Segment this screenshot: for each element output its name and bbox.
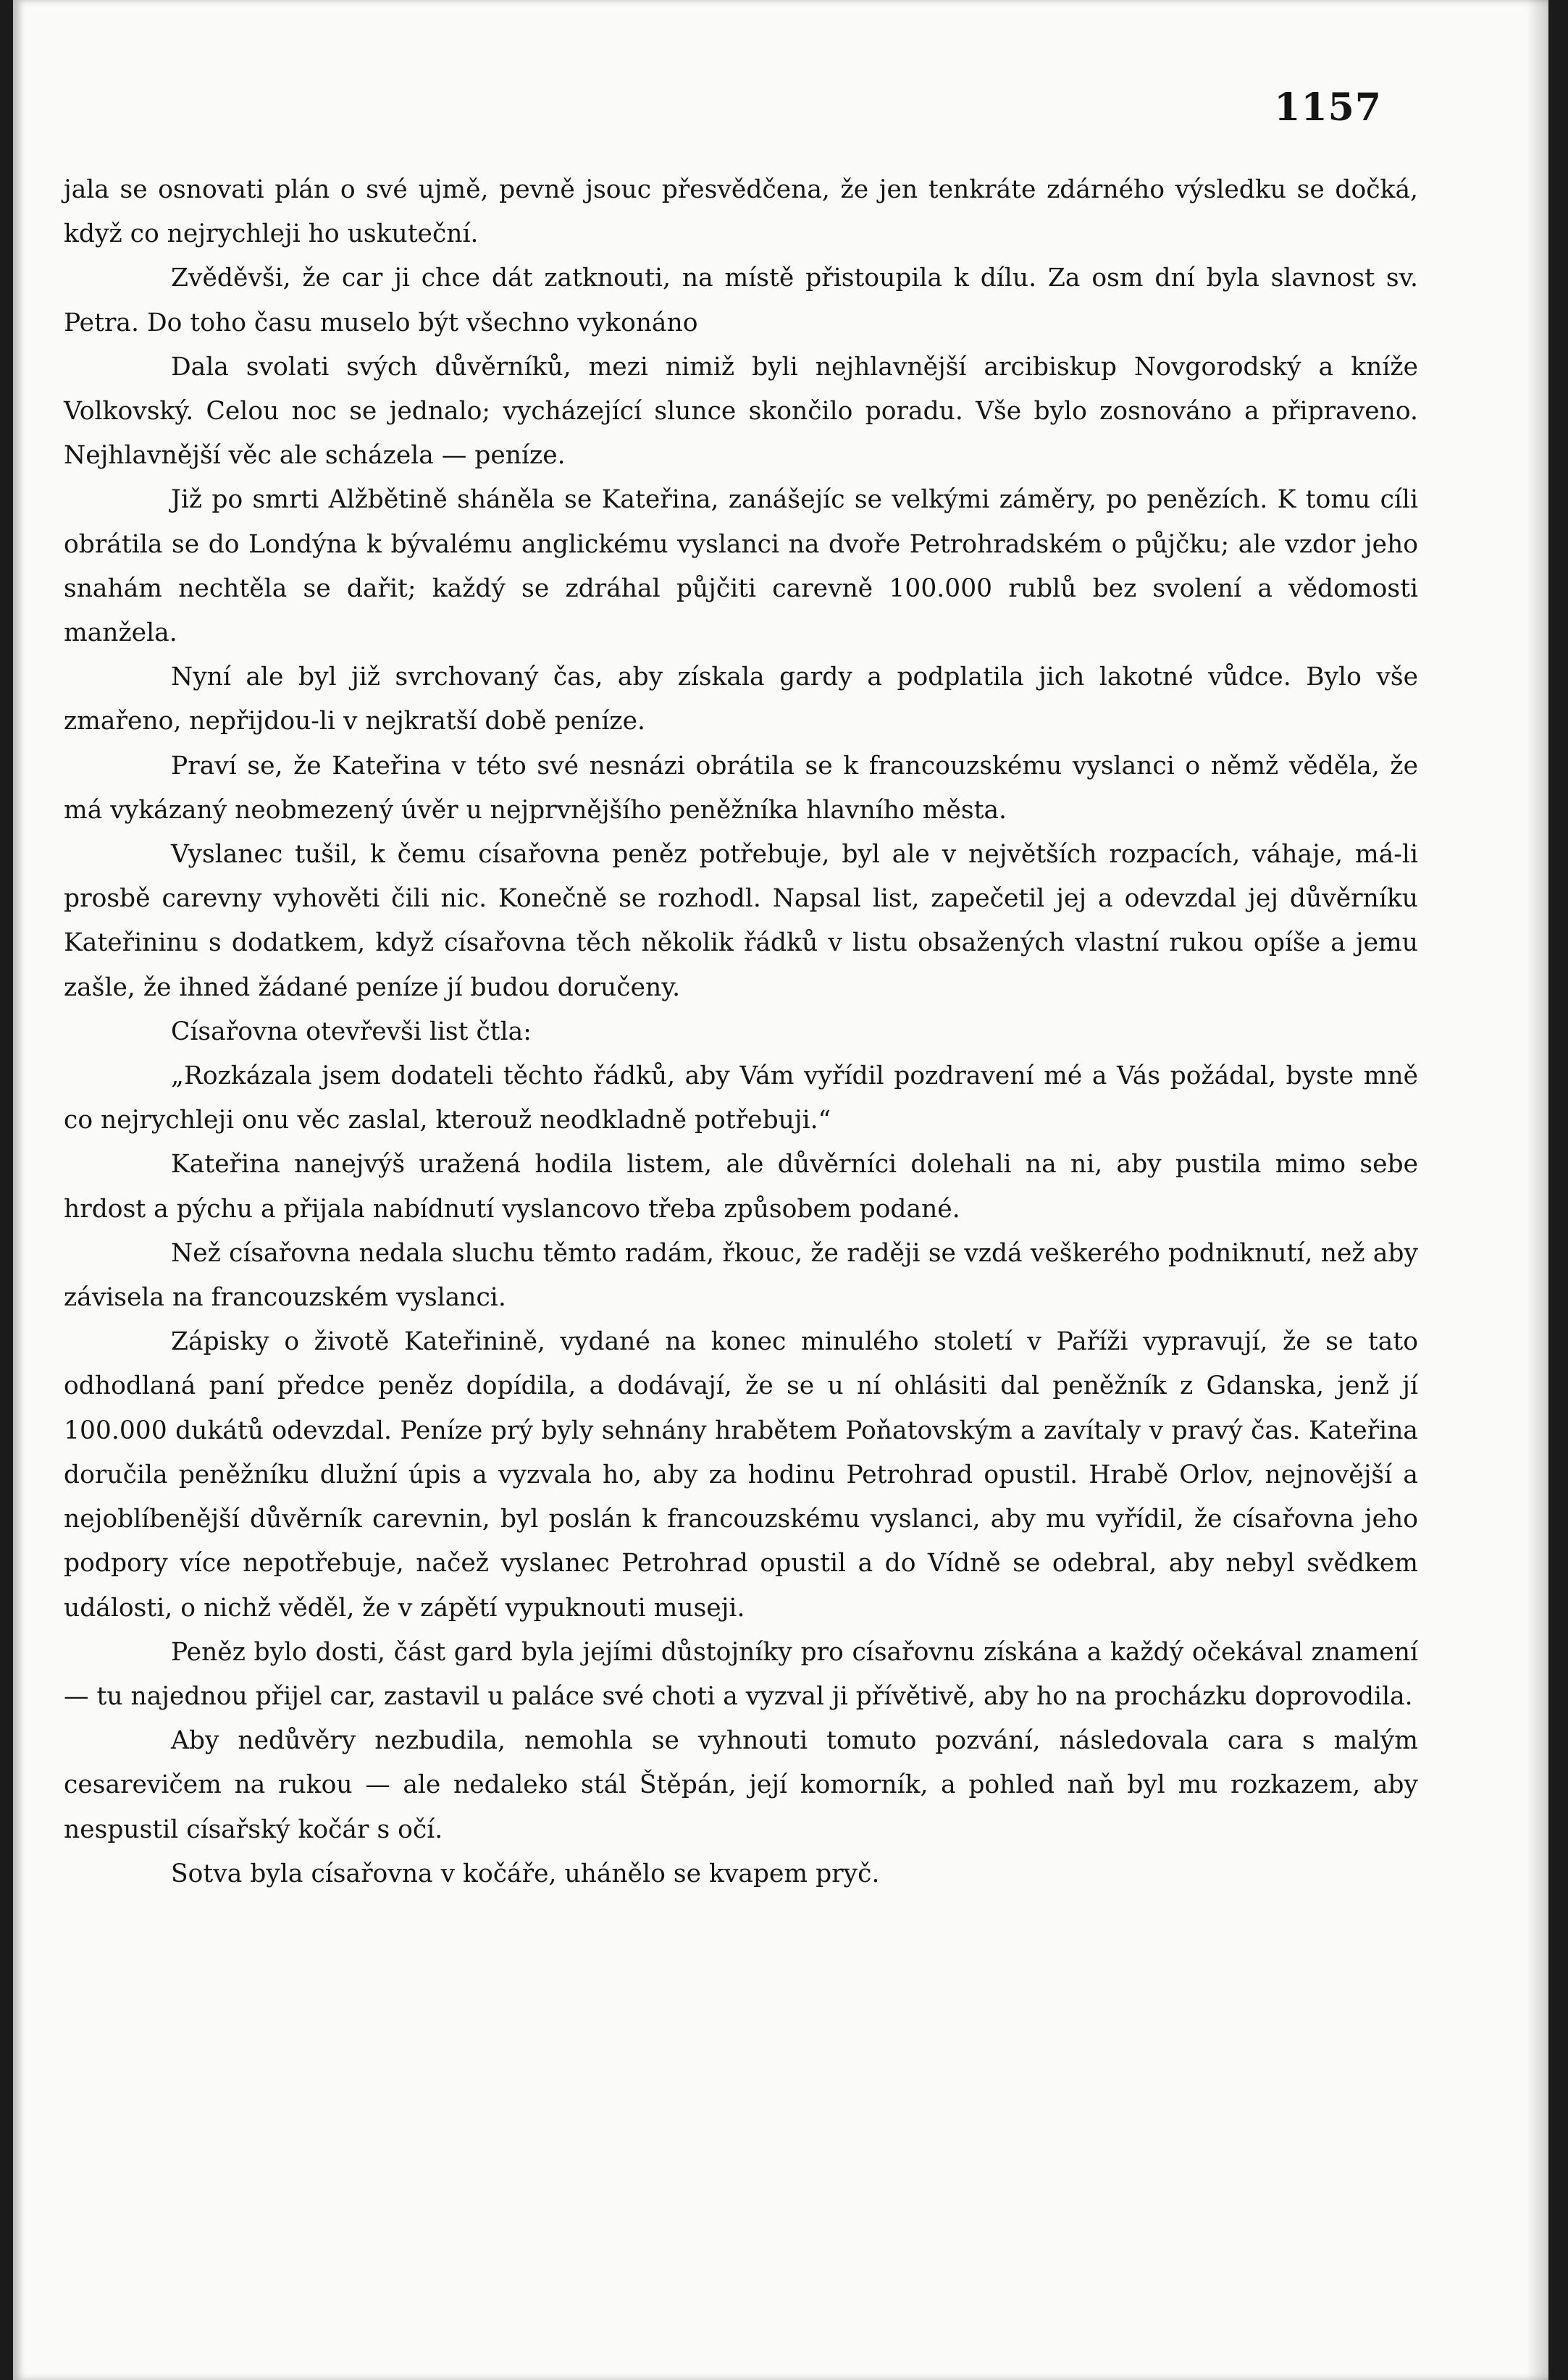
paragraph-15: Sotva byla císařovna v kočáře, uhánělo se kvapem pryč. — [171, 1859, 880, 1888]
paragraph-13: Peněz bylo dosti, část gard byla jejími důstojníky pro císařovnu získána a každý očekával znamení — tu najednou přijel car, zastavil u paláce své choti a vyzval ji přívětivě, aby ho na procházku doprovodila. — [64, 1637, 1418, 1711]
paragraph-7: Vyslanec tušil, k čemu císařovna peněz potřebuje, byl ale v největších rozpacích, váhaje, má-li prosbě carevny vyhověti čili nic. Konečně se rozhodl. Napsal list, zapečetil jej a odevzdal jej důvěrníku Kateřininu s dodatkem, když císařovna těch několik řádků v listu obsažených vlastní rukou opíše a jemu zašle, že ihned žádané peníze jí budou doručeny. — [64, 840, 1418, 1002]
body-text — [64, 168, 1418, 1896]
page-number: 1157 — [1274, 85, 1382, 130]
paragraph-11: Než císařovna nedala sluchu těmto radám, řkouc, že raději se vzdá veškerého podniknutí, než aby závisela na francouzském vyslanci. — [64, 1238, 1418, 1313]
paragraph-8: Císařovna otevřevši list čtla: — [171, 1017, 532, 1046]
paragraph-2: Zvěděvši, že car ji chce dát zatknouti, na místě přistoupila k dílu. Za osm dní byla slavnost sv. Petra. Do toho času muselo být všechno vykonáno — [64, 264, 1418, 337]
paragraph-12: Zápisky o životě Kateřinině, vydané na konec minulého století v Paříži vypravují, že se tato odhodlaná paní předce peněz dopídila, a dodávají, že se u ní ohlásiti dal peněžník z Gdanska, jenž jí 100.000 dukátů odevzdal. Peníze prý byly sehnány hrabětem Poňatovským a zavítaly v pravý čas. Kateřina doručila peněžníku dlužní úpis a vyzvala ho, aby za hodinu Petrohrad opustil. Hrabě Orlov, nejnovější a nejoblíbenější důvěrník carevnin, byl poslán k francouzskému vyslanci, aby mu vyřídil, že císařovna jeho podpory více nepotřebuje, načež vyslanec Petrohrad opustil a do Vídně se odebral, aby nebyl svědkem události, o nichž věděl, že v zápětí vypuknouti museji. — [64, 1327, 1418, 1623]
paragraph-3: Dala svolati svých důvěrníků, mezi nimiž byli nejhlavnější arcibiskup Novgorodský a kníže Volkovský. Celou noc se jednalo; vycházející slunce skončilo poradu. Vše bylo zosnováno a připraveno. Nejhlavnější věc ale scházela — peníze. — [64, 352, 1418, 471]
paragraph-5: Nyní ale byl již svrchovaný čas, aby získala gardy a podplatila jich lakotné vůdce. Bylo vše zmařeno, nepřijdou-li v nejkratší době peníze. — [64, 663, 1418, 736]
paragraph-1: jala se osnovati plán o své ujmě, pevně jsouc přesvědčena, že jen tenkráte zdárného výsledku se dočká, když co nejrychleji ho uskuteční. — [64, 175, 1418, 249]
paragraph-6: Praví se, že Kateřina v této své nesnázi obrátila se k francouzskému vyslanci o němž věděla, že má vykázaný neobmezený úvěr u nejprvnějšího peněžníka hlavního města. — [64, 751, 1418, 825]
book-page — [13, 0, 1548, 2380]
page-edge-shadow — [1527, 0, 1548, 2380]
paragraph-10: Kateřina nanejvýš uražená hodila listem, ale důvěrníci dolehali na ni, aby pustila mimo sebe hrdost a pýchu a přijala nabídnutí vyslancovo třeba způsobem podané. — [64, 1150, 1418, 1224]
paragraph-9-letter-quote: „Rozkázala jsem dodateli těchto řádků, aby Vám vyřídil pozdravení mé a Vás požádal, byste mně co nejrychleji onu věc zaslal, kterouž neodkladně potřebuji.“ — [64, 1061, 1418, 1135]
paragraph-14: Aby nedůvěry nezbudila, nemohla se vyhnouti tomuto pozvání, následovala cara s malým cesarevičem na rukou — ale nedaleko stál Štěpán, její komorník, a pohled naň byl mu rozkazem, aby nespustil císařský kočár s očí. — [64, 1726, 1418, 1844]
paragraph-4: Již po smrti Alžbětině sháněla se Kateřina, zanášejíc se velkými záměry, po penězích. K tomu cíli obrátila se do Londýna k bývalému anglickému vyslanci na dvoře Petrohradském o půjčku; ale vzdor jeho snahám nechtěla se dařit; každý se zdráhal půjčiti carevně 100.000 rublů bez svolení a vědomosti manžela. — [64, 485, 1418, 648]
